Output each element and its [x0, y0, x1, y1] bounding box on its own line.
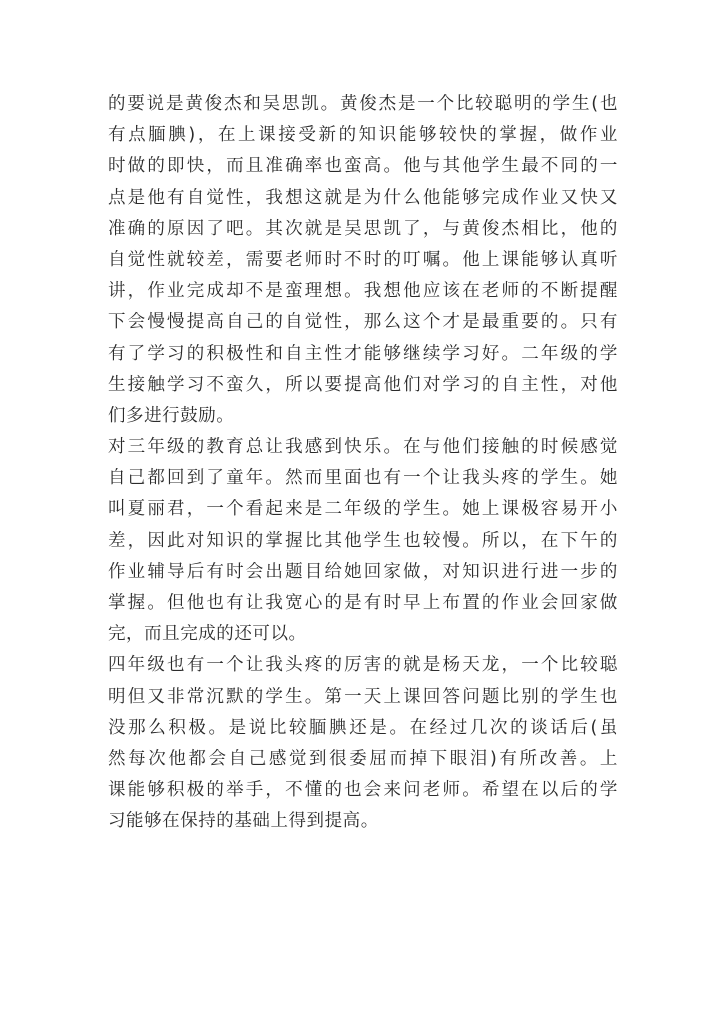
text-line: 点是他有自觉性，我想这就是为什么他能够完成作业又快又 [108, 187, 618, 208]
text-line: 自觉性就较差，需要老师时不时的叮嘱。他上课能够认真听 [108, 249, 618, 270]
text-line: 明但又非常沉默的学生。第一天上课回答问题比别的学生也 [108, 686, 618, 707]
text-line: 掌握。但他也有让我宽心的是有时早上布置的作业会回家做 [108, 593, 618, 613]
text-line: 习能够在保持的基础上得到提高。 [108, 811, 379, 832]
text-line: 没那么积极。是说比较腼腆还是。在经过几次的谈话后(虽 [108, 717, 618, 738]
text-line: 准确的原因了吧。其次就是吴思凯了，与黄俊杰相比，他的 [108, 218, 618, 239]
text-line: 课能够积极的举手，不懂的也会来问老师。希望在以后的学 [108, 780, 618, 801]
text-line: 讲，作业完成却不是蛮理想。我想他应该在老师的不断提醒 [108, 281, 618, 302]
text-line: 对三年级的教育总让我感到快乐。在与他们接触的时候感觉 [108, 437, 618, 458]
text-line: 自己都回到了童年。然而里面也有一个让我头疼的学生。她 [108, 468, 618, 489]
text-line: 们多进行鼓励。 [108, 405, 235, 426]
text-line: 生接触学习不蛮久，所以要提高他们对学习的自主性，对他 [108, 374, 618, 395]
text-line: 的要说是黄俊杰和吴思凯。黄俊杰是一个比较聪明的学生(也 [108, 94, 618, 114]
text-line: 叫夏丽君，一个看起来是二年级的学生。她上课极容易开小 [108, 499, 618, 520]
text-line: 作业辅导后有时会出题目给她回家做，对知识进行进一步的 [108, 561, 618, 582]
text-line: 下会慢慢提高自己的自觉性，那么这个才是最重要的。只有 [108, 312, 618, 333]
text-line: 有点腼腆)，在上课接受新的知识能够较快的掌握，做作业 [108, 125, 618, 146]
text-line: 差，因此对知识的掌握比其他学生也较慢。所以，在下午的 [108, 530, 618, 551]
body-text [108, 89, 618, 838]
text-line: 有了学习的积极性和自主性才能够继续学习好。二年级的学 [108, 343, 618, 364]
text-line: 完，而且完成的还可以。 [108, 624, 307, 645]
text-line: 然每次他都会自己感觉到很委屈而掉下眼泪)有所改善。上 [108, 748, 618, 769]
text-line: 时做的即快，而且准确率也蛮高。他与其他学生最不同的一 [108, 156, 618, 177]
text-line: 四年级也有一个让我头疼的厉害的就是杨天龙，一个比较聪 [108, 655, 618, 676]
